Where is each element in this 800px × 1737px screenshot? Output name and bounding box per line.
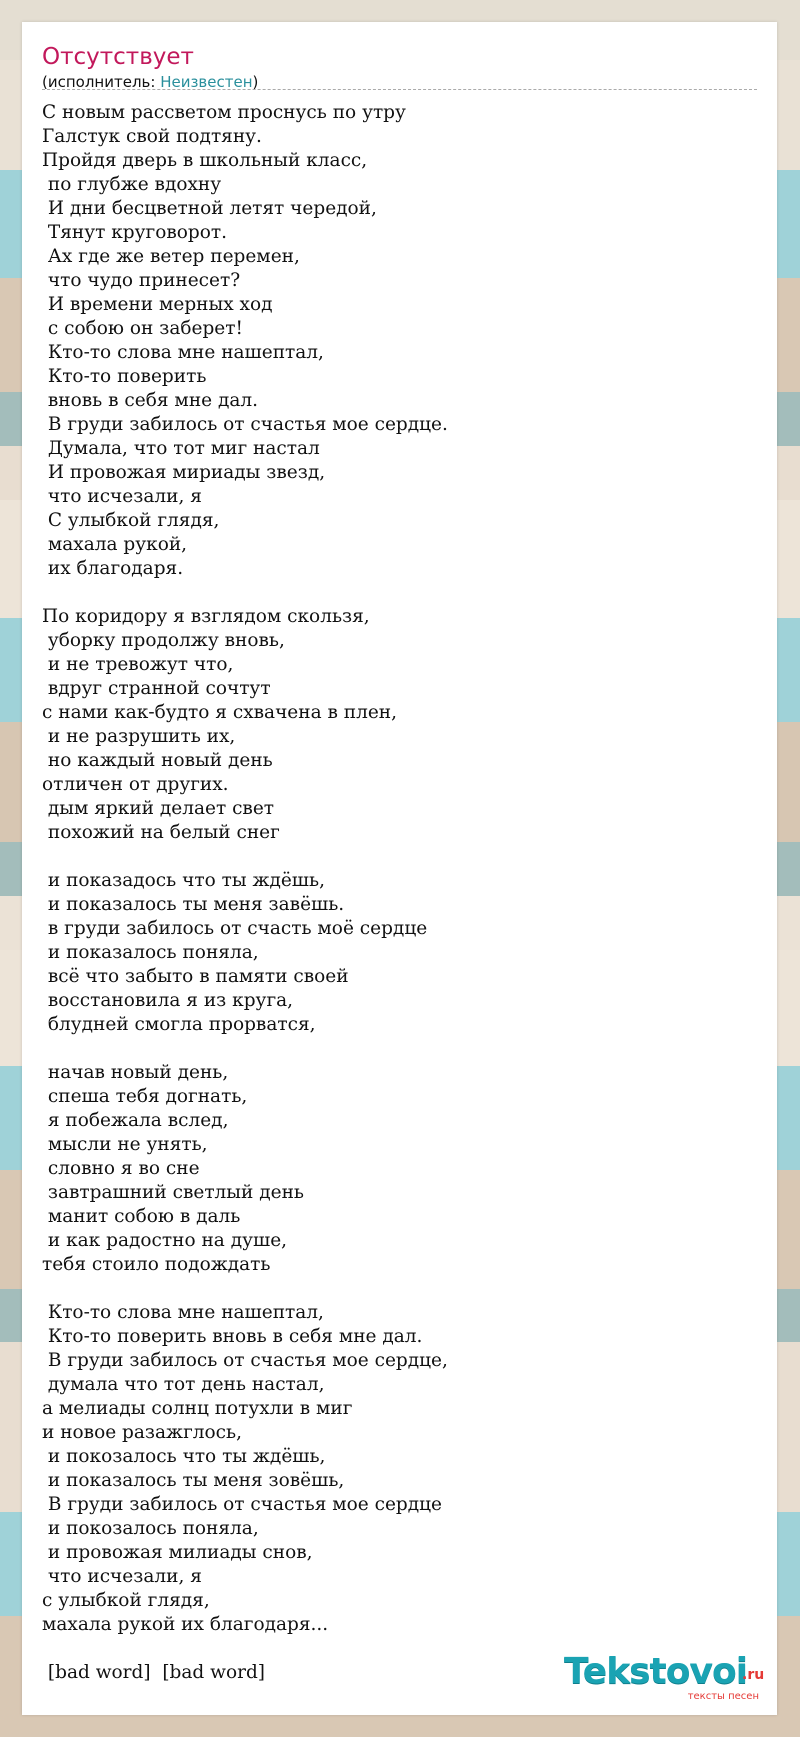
logo-wordmark: Tekstovoi (564, 1651, 748, 1692)
lyrics-card (22, 22, 777, 1715)
lyrics-text: С новым рассветом проснусь по утру Галстук свой подтяну. Пройдя дверь в школьный класс, по глубже вдохну И дни бесцветной летят чередой, Тянут круговорот. Ах где же ветер перемен, что чудо принесет? И времени мерных ход с собою он заберет! Кто-то слова мне нашептал, Кто-то поверить вновь в себя мне дал. В груди забилось от счастья мое сердце. Думала, что тот миг настал И провожая мириады звезд, что исчезали, я С улыбкой глядя, махала рукой, их благодаря. По коридору я взглядом скользя, уборку продолжу вновь, и не тревожут что, вдруг странной сочтут с нами как-будто я схвачена в плен, и не разрушить их, но каждый новый день отличен от других. дым яркий делает свет похожий на белый снег и показадось что ты ждёшь, и показалось ты меня завёшь. в груди забилось от счасть моё сердце и показалось поняла, всё что забыто в памяти своей восстановила я из круга, блудней смогла прорватся, начав новый день, спеша тебя догнать, я побежала вслед, мысли не унять, словно я во сне завтрашний светлый день манит собою в даль и как радостно на душе, тебя стоило подождать Кто-то слова мне нашептал, Кто-то поверить вновь в себя мне дал. В груди забилось от счастья мое сердце, думала что тот день настал, а мелиады солнц потухли в миг и новое разажглось, и покозалось что ты ждёшь, и показалось ты меня зовёшь, В груди забилось от счастья мое сердце и покозалось поняла, и провожая милиады снов, что исчезали, я с улыбкой глядя, махала рукой их благодаря... [bad word] [bad word] (42, 102, 448, 1683)
header-divider (42, 89, 757, 90)
logo-tagline: тексты песен (687, 1691, 759, 1702)
song-title: Отсутствует (42, 44, 194, 70)
artist-prefix: (исполнитель: (42, 73, 161, 91)
logo-domain-suffix: .ru (742, 1667, 765, 1683)
site-logo[interactable] (564, 1652, 764, 1704)
artist-link[interactable]: Неизвестен (160, 73, 253, 91)
song-header (42, 42, 757, 92)
artist-suffix: ) (252, 73, 259, 91)
